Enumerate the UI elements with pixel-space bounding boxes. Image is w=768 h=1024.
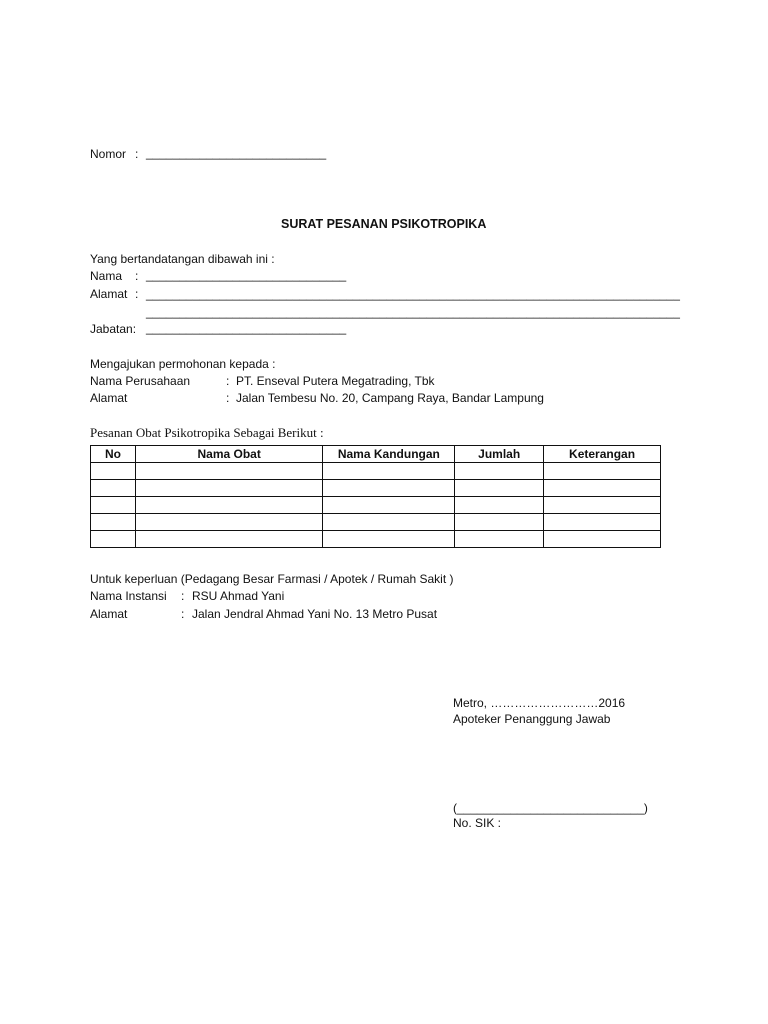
column-header-nama-obat: Nama Obat <box>135 446 323 463</box>
order-table-header <box>91 446 661 463</box>
purpose-instansi-label: Nama Instansi <box>90 589 167 603</box>
purpose-instansi-colon: : <box>181 589 185 603</box>
recipient-alamat-label: Alamat <box>90 391 128 405</box>
table-cell <box>91 463 136 480</box>
table-cell <box>91 514 136 531</box>
purpose-alamat-value: Jalan Jendral Ahmad Yani No. 13 Metro Pusat <box>192 607 438 621</box>
signature-role: Apoteker Penanggung Jawab <box>453 712 611 726</box>
recipient-perusahaan-label: Nama Perusahaan <box>90 374 191 388</box>
recipient-intro: Mengajukan permohonan kepada : <box>90 357 276 371</box>
table-cell <box>91 531 136 548</box>
table-cell <box>455 531 544 548</box>
table-cell <box>323 531 455 548</box>
table-cell <box>544 463 661 480</box>
nomor-colon: : <box>135 147 139 161</box>
signature-sik: No. SIK : <box>453 816 502 830</box>
purpose-alamat-label: Alamat <box>90 607 128 621</box>
table-cell <box>91 480 136 497</box>
table-cell <box>323 514 455 531</box>
table-cell <box>135 531 323 548</box>
table-cell <box>135 463 323 480</box>
column-header-no: No <box>91 446 136 463</box>
table-cell <box>455 514 544 531</box>
table-row <box>91 531 661 548</box>
order-intro: Pesanan Obat Psikotropika Sebagai Berikut : <box>90 425 324 440</box>
table-cell <box>135 514 323 531</box>
signer-alamat-colon: : <box>135 287 139 301</box>
nomor-field: ___________________________ <box>146 146 327 160</box>
recipient-perusahaan-value: PT. Enseval Putera Megatrading, Tbk <box>236 374 435 388</box>
table-cell <box>544 497 661 514</box>
table-cell <box>544 480 661 497</box>
signature-name-line: (____________________________) <box>453 801 648 815</box>
column-header-keterangan: Keterangan <box>544 446 661 463</box>
table-row <box>91 463 661 480</box>
signer-alamat-label: Alamat <box>90 287 128 301</box>
column-header-jumlah: Jumlah <box>455 446 544 463</box>
signer-alamat-field-2: ________________________________________________________________________________ <box>146 305 680 319</box>
signer-nama-colon: : <box>135 269 139 283</box>
table-cell <box>323 497 455 514</box>
signer-jabatan-label: Jabatan: <box>90 322 137 336</box>
table-cell <box>455 497 544 514</box>
signer-alamat-field-1: ________________________________________________________________________________ <box>146 287 680 301</box>
table-cell <box>544 514 661 531</box>
table-cell <box>323 480 455 497</box>
table-cell <box>135 480 323 497</box>
purpose-alamat-colon: : <box>181 607 185 621</box>
table-cell <box>135 497 323 514</box>
signer-nama-label: Nama <box>90 269 123 283</box>
table-row <box>91 514 661 531</box>
document-title: SURAT PESANAN PSIKOTROPIKA <box>281 217 487 231</box>
table-cell <box>544 531 661 548</box>
purpose-instansi-value: RSU Ahmad Yani <box>192 589 285 603</box>
signer-jabatan-field: ______________________________ <box>146 321 347 335</box>
table-row <box>91 480 661 497</box>
purpose-intro: Untuk keperluan (Pedagang Besar Farmasi / Apotek / Rumah Sakit ) <box>90 572 454 586</box>
table-cell <box>91 497 136 514</box>
signer-intro: Yang bertandatangan dibawah ini : <box>90 252 275 266</box>
column-header-nama-kandungan: Nama Kandungan <box>323 446 455 463</box>
recipient-perusahaan-colon: : <box>226 374 230 388</box>
signature-place-date: Metro, ………………………2016 <box>453 696 626 710</box>
table-row <box>91 497 661 514</box>
nomor-label: Nomor <box>90 147 127 161</box>
table-cell <box>455 463 544 480</box>
recipient-alamat-value: Jalan Tembesu No. 20, Campang Raya, Bandar Lampung <box>236 391 544 405</box>
table-cell <box>455 480 544 497</box>
signer-nama-field: ______________________________ <box>146 268 347 282</box>
recipient-alamat-colon: : <box>226 391 230 405</box>
table-cell <box>323 463 455 480</box>
order-table <box>90 445 661 548</box>
